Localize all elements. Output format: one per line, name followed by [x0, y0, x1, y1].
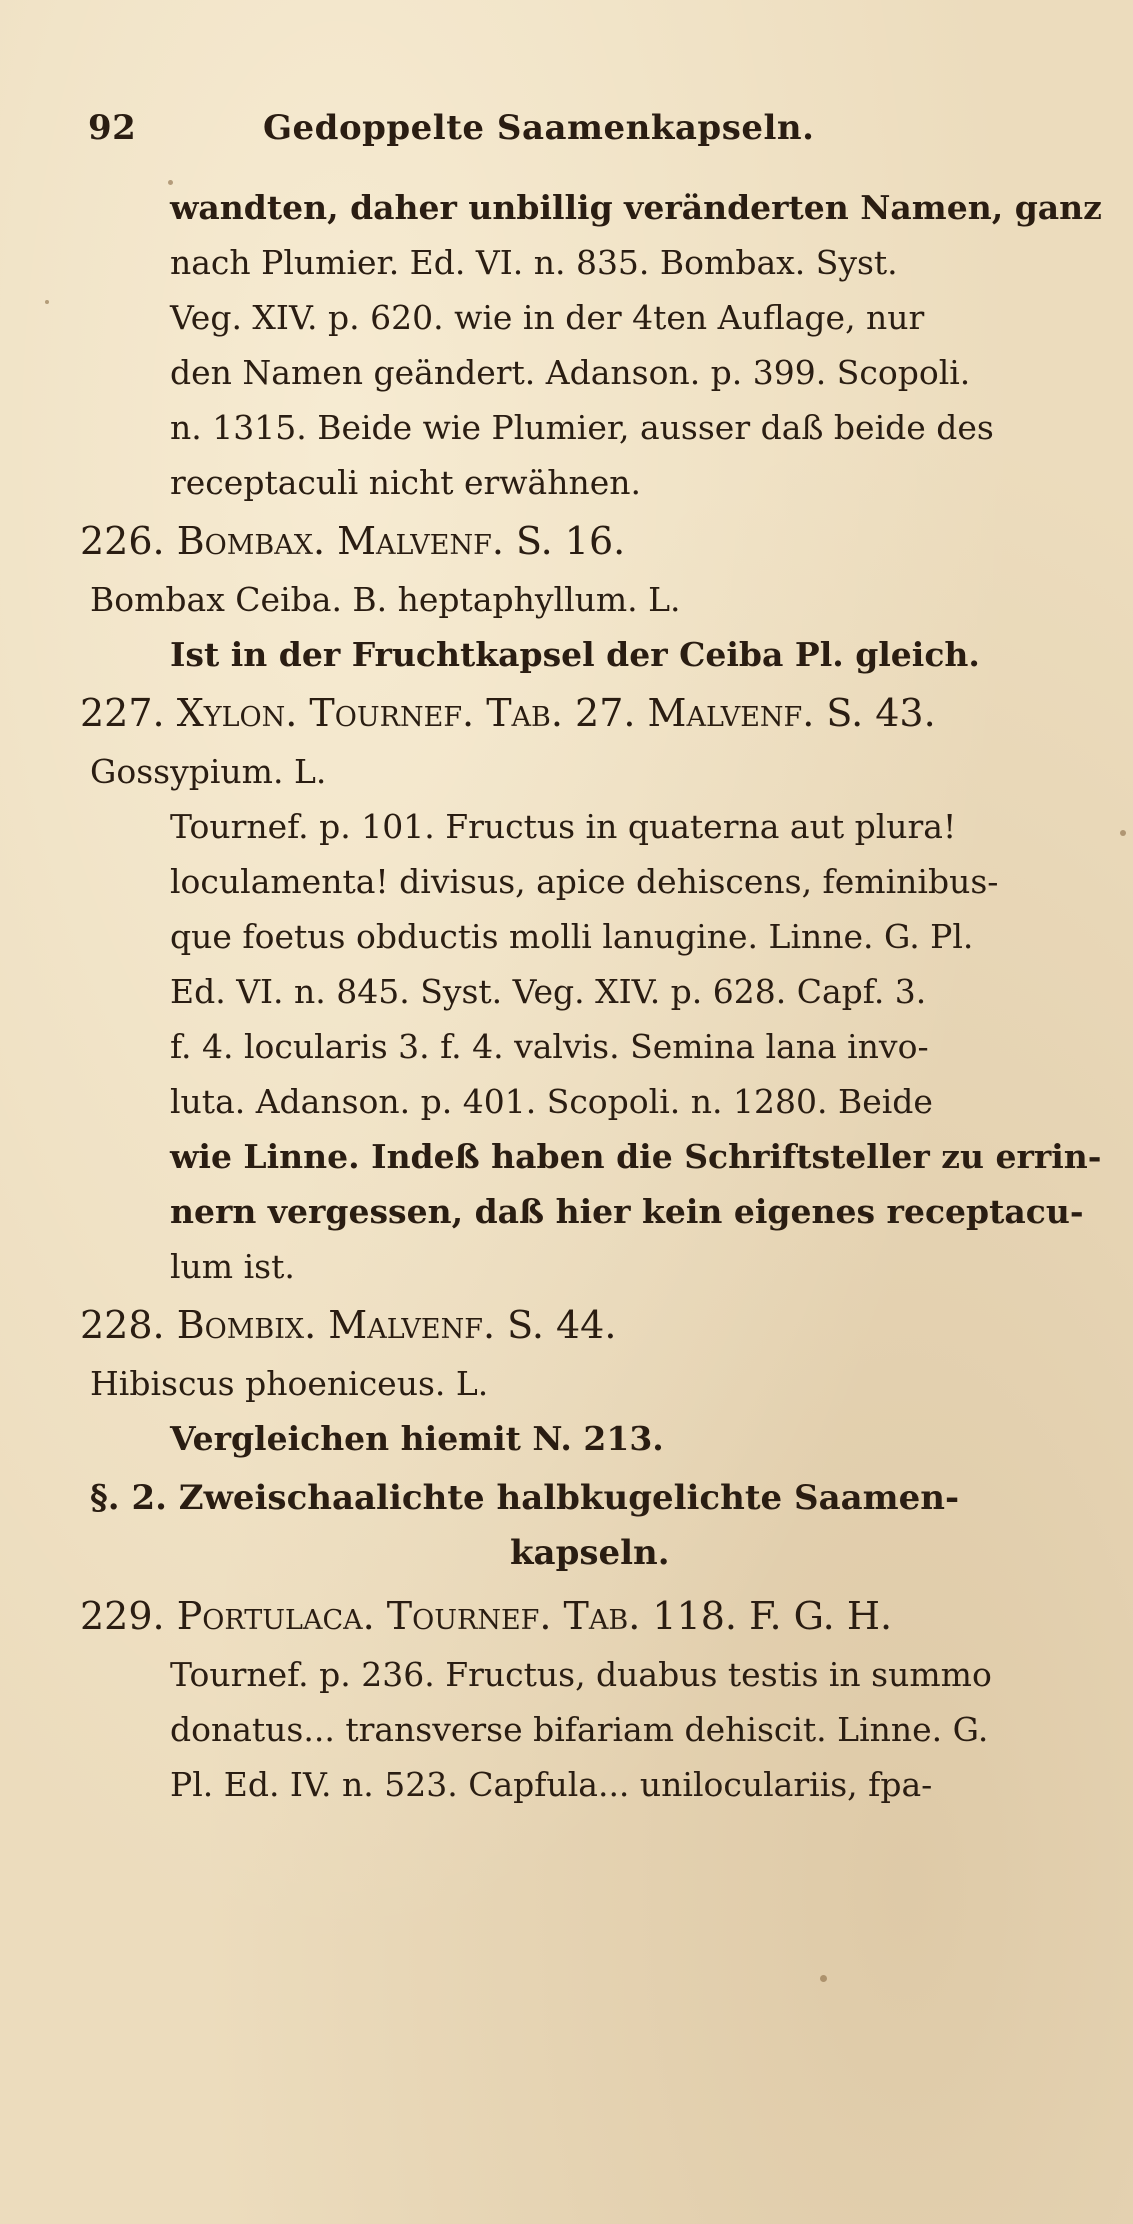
text-line: Veg. XIV. p. 620. wie in der 4ten Auflage, nur [170, 298, 925, 337]
paper-speck [1120, 830, 1126, 836]
entry-heading-229: 229. Portulaca. Tournef. Tab. 118. F. G. H. [80, 1594, 893, 1638]
text-line: Pl. Ed. IV. n. 523. Capfula... uniloculariis, fpa- [170, 1765, 933, 1804]
text-line: wandten, daher unbillig veränderten Namen, ganz [170, 188, 1102, 227]
text-line: Gossypium. L. [90, 752, 327, 791]
page-number: 92 [88, 108, 137, 148]
text-line: que foetus obductis molli lanugine. Linne. G. Pl. [170, 917, 974, 956]
entry-heading-228: 228. Bombix. Malvenf. S. 44. [80, 1303, 617, 1347]
text-line: n. 1315. Beide wie Plumier, ausser daß beide des [170, 408, 994, 447]
text-line: Ed. VI. n. 845. Syst. Veg. XIV. p. 628. Capf. 3. [170, 972, 927, 1011]
text-line: loculamenta! divisus, apice dehiscens, feminibus- [170, 862, 999, 901]
text-line: lum ist. [170, 1247, 295, 1286]
page-header [78, 88, 1078, 158]
paper-speck [820, 1975, 827, 1982]
text-line: den Namen geändert. Adanson. p. 399. Scopoli. [170, 353, 971, 392]
text-line: donatus... transverse bifariam dehiscit. Linne. G. [170, 1710, 989, 1749]
paper-speck [168, 180, 173, 185]
text-line: wie Linne. Indeß haben die Schriftsteller zu errin- [170, 1137, 1102, 1176]
text-line: nach Plumier. Ed. VI. n. 835. Bombax. Syst. [170, 243, 898, 282]
entry-heading-227: 227. Xylon. Tournef. Tab. 27. Malvenf. S. 43. [80, 691, 936, 735]
text-line: receptaculi nicht erwähnen. [170, 463, 642, 502]
section-heading-cont: kapseln. [510, 1533, 670, 1573]
section-heading: §. 2. Zweischaalichte halbkugelichte Saamen- [90, 1478, 960, 1518]
text-line: Tournef. p. 101. Fructus in quaterna aut plura! [170, 807, 957, 846]
text-line: luta. Adanson. p. 401. Scopoli. n. 1280. Beide [170, 1082, 933, 1121]
text-line: Tournef. p. 236. Fructus, duabus testis in summo [170, 1655, 992, 1694]
running-title: Gedoppelte Saamenkapseln. [263, 108, 815, 148]
text-line: Vergleichen hiemit N. 213. [170, 1419, 664, 1458]
text-line: nern vergessen, daß hier kein eigenes receptacu- [170, 1192, 1084, 1231]
entry-heading-226: 226. Bombax. Malvenf. S. 16. [80, 519, 626, 563]
text-line: Hibiscus phoeniceus. L. [90, 1364, 489, 1403]
text-line: Bombax Ceiba. B. heptaphyllum. L. [90, 580, 681, 619]
paper-speck [45, 300, 49, 304]
text-line: f. 4. locularis 3. f. 4. valvis. Semina lana invo- [170, 1027, 929, 1066]
text-line: Ist in der Fruchtkapsel der Ceiba Pl. gleich. [170, 635, 980, 674]
